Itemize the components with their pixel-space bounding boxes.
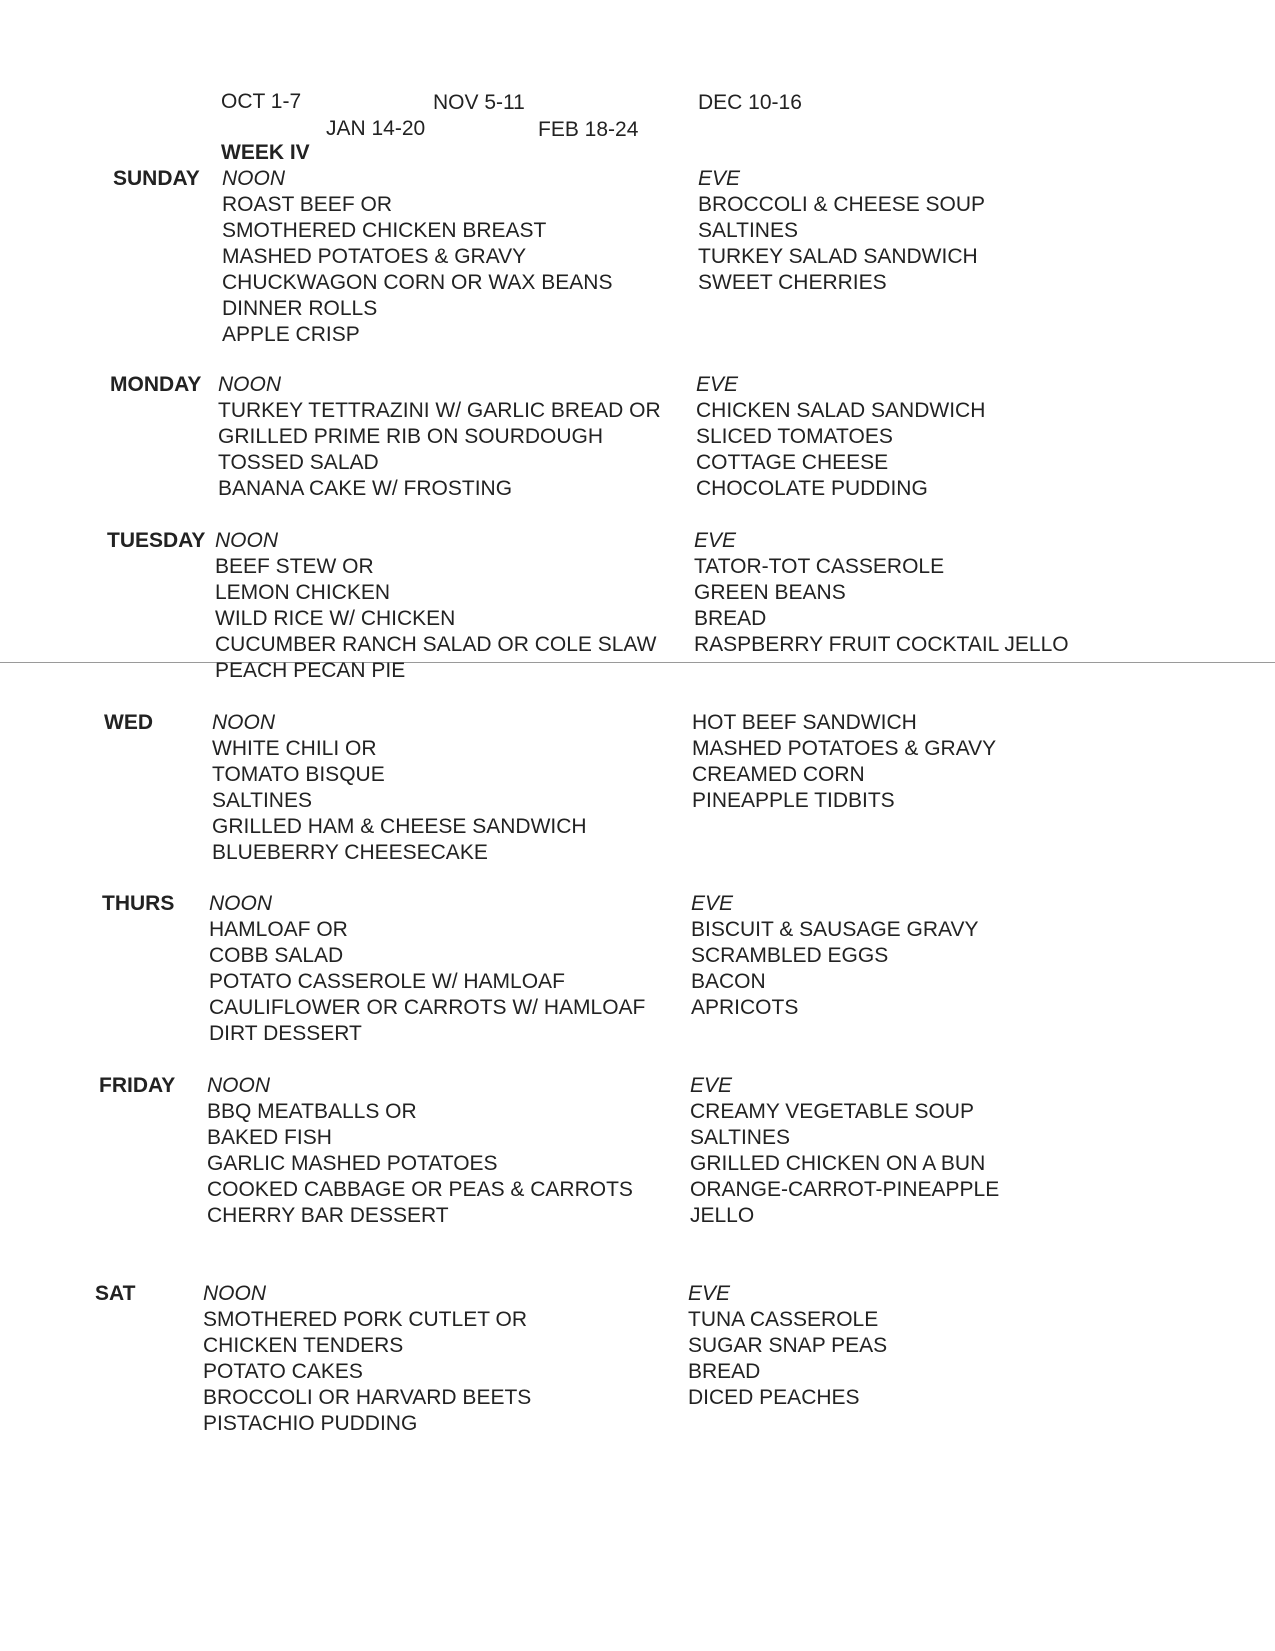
noon-label-tuesday: NOON — [215, 529, 278, 552]
day-label-sunday: SUNDAY — [113, 167, 200, 190]
noon-item: CHUCKWAGON CORN OR WAX BEANS — [222, 271, 613, 294]
eve-item: HOT BEEF SANDWICH — [692, 711, 917, 734]
noon-item: BEEF STEW OR — [215, 555, 374, 578]
week-label: WEEK IV — [221, 141, 310, 164]
date-range-nov: NOV 5-11 — [433, 91, 525, 114]
noon-item: GRILLED HAM & CHEESE SANDWICH — [212, 815, 587, 838]
eve-item: GRILLED CHICKEN ON A BUN — [690, 1152, 986, 1175]
date-range-oct: OCT 1-7 — [221, 90, 302, 113]
noon-item: SMOTHERED CHICKEN BREAST — [222, 219, 547, 242]
date-range-jan: JAN 14-20 — [326, 117, 426, 140]
noon-item: WILD RICE W/ CHICKEN — [215, 607, 456, 630]
day-label-friday: FRIDAY — [99, 1074, 176, 1097]
eve-item: SWEET CHERRIES — [698, 271, 887, 294]
eve-item: SUGAR SNAP PEAS — [688, 1334, 888, 1357]
noon-item: SMOTHERED PORK CUTLET OR — [203, 1308, 527, 1331]
eve-item: MASHED POTATOES & GRAVY — [692, 737, 997, 760]
noon-item: SALTINES — [212, 789, 312, 812]
day-label-monday: MONDAY — [110, 373, 202, 396]
eve-item: DICED PEACHES — [688, 1386, 860, 1409]
eve-label-sunday: EVE — [698, 167, 741, 190]
eve-label-thurs: EVE — [691, 892, 734, 915]
noon-item: APPLE CRISP — [222, 323, 360, 346]
noon-item: BBQ MEATBALLS OR — [207, 1100, 417, 1123]
noon-item: PISTACHIO PUDDING — [203, 1412, 418, 1435]
noon-item: TOMATO BISQUE — [212, 763, 385, 786]
noon-label-friday: NOON — [207, 1074, 270, 1097]
day-label-wed: WED — [104, 711, 153, 734]
eve-item: BACON — [691, 970, 766, 993]
noon-item: WHITE CHILI OR — [212, 737, 377, 760]
noon-item: ROAST BEEF OR — [222, 193, 392, 216]
eve-item: JELLO — [690, 1204, 755, 1227]
noon-item: LEMON CHICKEN — [215, 581, 391, 604]
eve-item: SLICED TOMATOES — [696, 425, 893, 448]
eve-item: PINEAPPLE TIDBITS — [692, 789, 895, 812]
eve-item: TUNA CASSEROLE — [688, 1308, 879, 1331]
noon-item: HAMLOAF OR — [209, 918, 348, 941]
eve-item: APRICOTS — [691, 996, 799, 1019]
eve-item: GREEN BEANS — [694, 581, 846, 604]
eve-item: RASPBERRY FRUIT COCKTAIL JELLO — [694, 633, 1069, 656]
noon-item: TOSSED SALAD — [218, 451, 379, 474]
eve-item: BREAD — [694, 607, 767, 630]
eve-item: BREAD — [688, 1360, 761, 1383]
eve-item: BISCUIT & SAUSAGE GRAVY — [691, 918, 979, 941]
noon-item: CHERRY BAR DESSERT — [207, 1204, 449, 1227]
noon-item: TURKEY TETTRAZINI W/ GARLIC BREAD OR — [218, 399, 661, 422]
noon-item: DIRT DESSERT — [209, 1022, 362, 1045]
noon-item: BROCCOLI OR HARVARD BEETS — [203, 1386, 532, 1409]
eve-item: CHICKEN SALAD SANDWICH — [696, 399, 986, 422]
noon-item: BLUEBERRY CHEESECAKE — [212, 841, 488, 864]
noon-label-sunday: NOON — [222, 167, 285, 190]
noon-item: PEACH PECAN PIE — [215, 659, 406, 682]
eve-item: CREAMY VEGETABLE SOUP — [690, 1100, 974, 1123]
day-label-thurs: THURS — [102, 892, 175, 915]
noon-item: GRILLED PRIME RIB ON SOURDOUGH — [218, 425, 604, 448]
eve-item: TURKEY SALAD SANDWICH — [698, 245, 978, 268]
eve-item: TATOR-TOT CASSEROLE — [694, 555, 945, 578]
eve-item: SALTINES — [698, 219, 798, 242]
eve-item: CHOCOLATE PUDDING — [696, 477, 928, 500]
noon-label-wed: NOON — [212, 711, 275, 734]
noon-item: BAKED FISH — [207, 1126, 332, 1149]
eve-item: ORANGE-CARROT-PINEAPPLE — [690, 1178, 1000, 1201]
noon-item: POTATO CAKES — [203, 1360, 363, 1383]
day-label-sat: SAT — [95, 1282, 136, 1305]
scan-line — [0, 662, 1275, 663]
noon-item: BANANA CAKE W/ FROSTING — [218, 477, 513, 500]
noon-item: MASHED POTATOES & GRAVY — [222, 245, 527, 268]
eve-label-sat: EVE — [688, 1282, 731, 1305]
noon-item: GARLIC MASHED POTATOES — [207, 1152, 498, 1175]
noon-label-sat: NOON — [203, 1282, 266, 1305]
noon-item: COBB SALAD — [209, 944, 344, 967]
noon-item: POTATO CASSEROLE W/ HAMLOAF — [209, 970, 565, 993]
noon-label-monday: NOON — [218, 373, 281, 396]
eve-label-friday: EVE — [690, 1074, 733, 1097]
noon-item: DINNER ROLLS — [222, 297, 378, 320]
eve-item: BROCCOLI & CHEESE SOUP — [698, 193, 986, 216]
eve-item: SCRAMBLED EGGS — [691, 944, 889, 967]
eve-label-tuesday: EVE — [694, 529, 737, 552]
noon-label-thurs: NOON — [209, 892, 272, 915]
noon-item: CAULIFLOWER OR CARROTS W/ HAMLOAF — [209, 996, 646, 1019]
noon-item: COOKED CABBAGE OR PEAS & CARROTS — [207, 1178, 633, 1201]
eve-item: CREAMED CORN — [692, 763, 865, 786]
noon-item: CHICKEN TENDERS — [203, 1334, 404, 1357]
date-range-feb: FEB 18-24 — [538, 118, 639, 141]
eve-label-monday: EVE — [696, 373, 739, 396]
date-range-dec: DEC 10-16 — [698, 91, 802, 114]
eve-item: COTTAGE CHEESE — [696, 451, 889, 474]
day-label-tuesday: TUESDAY — [107, 529, 206, 552]
eve-item: SALTINES — [690, 1126, 790, 1149]
noon-item: CUCUMBER RANCH SALAD OR COLE SLAW — [215, 633, 657, 656]
